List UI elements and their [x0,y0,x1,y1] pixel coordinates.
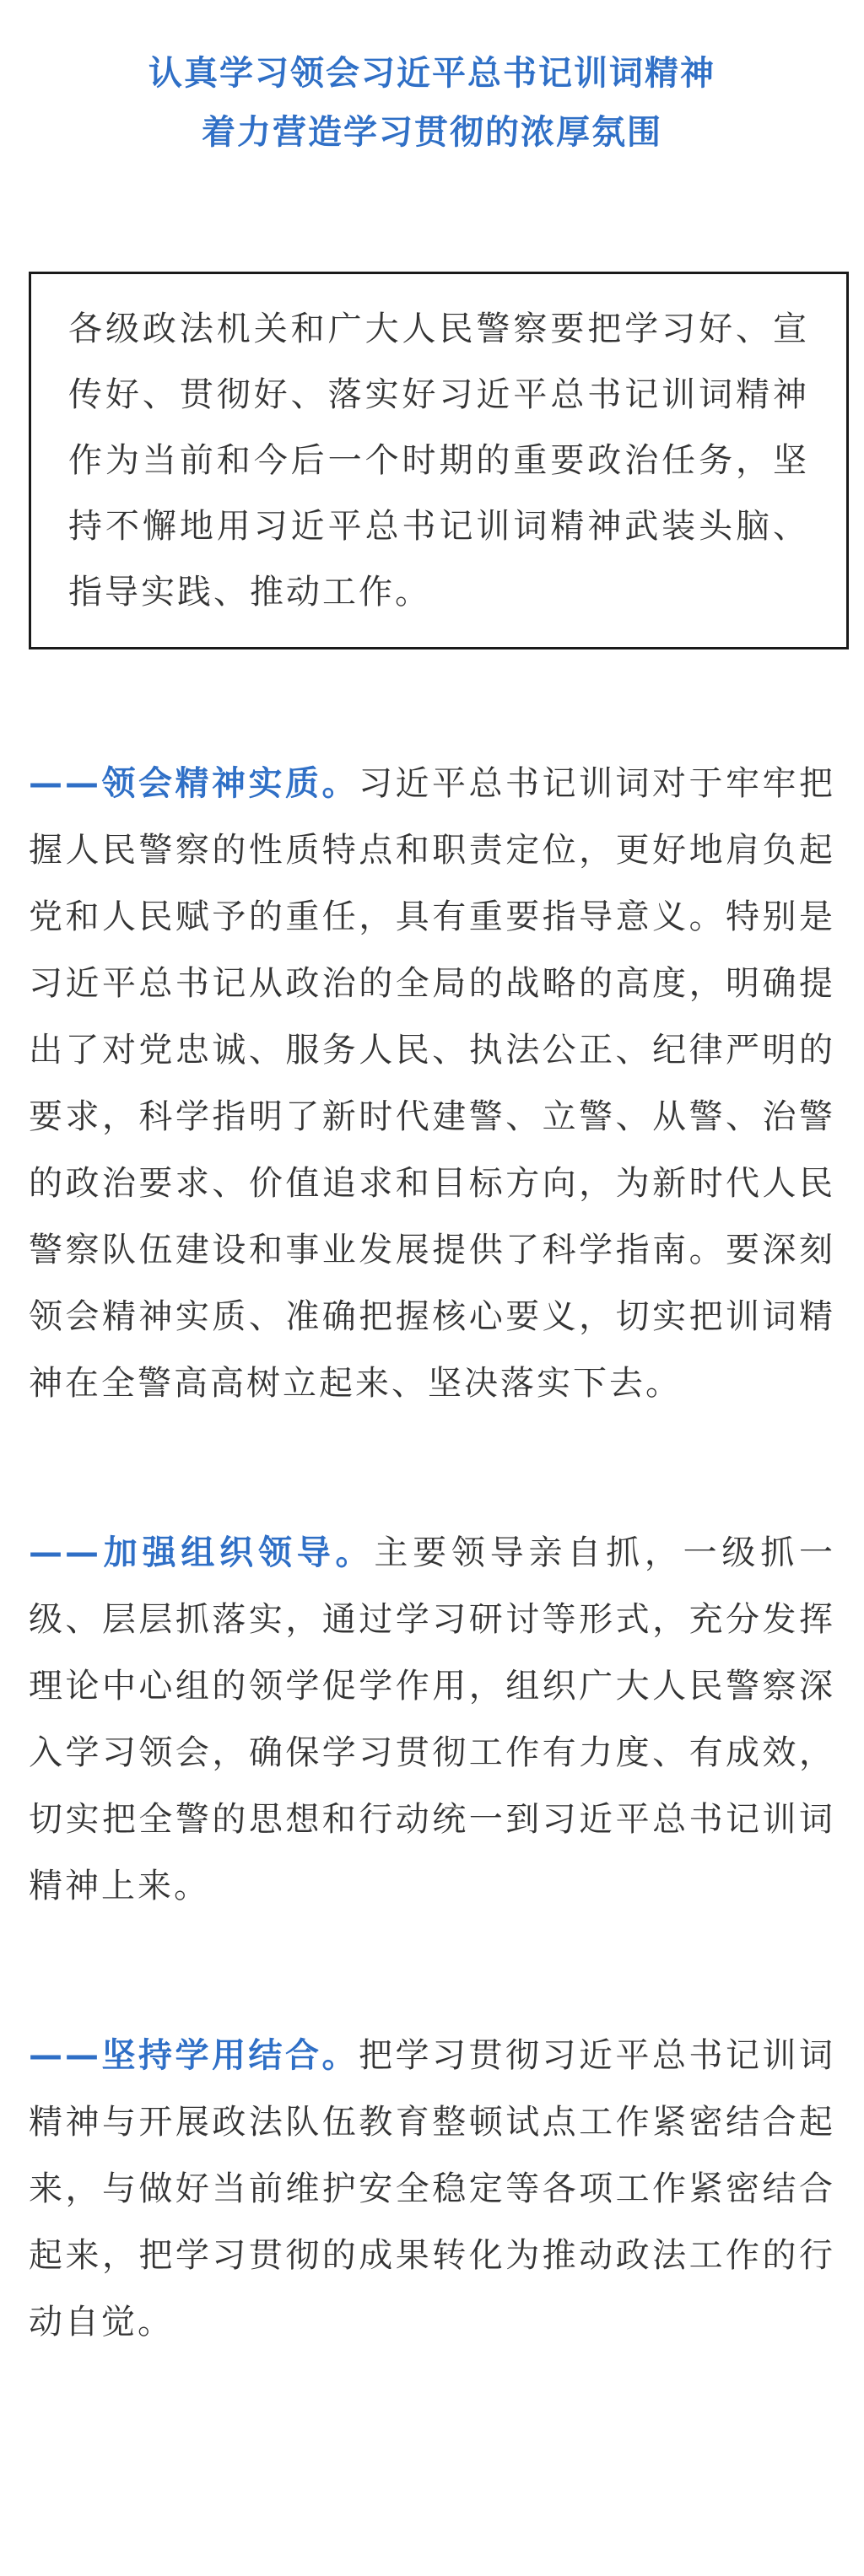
section-comprehend-essence [29,751,835,1417]
section-strengthen-leadership [29,1520,835,1920]
article-title [29,0,835,162]
title-line-2: 着力营造学习贯彻的浓厚氛围 [202,113,662,152]
section-combine-study-practice [29,2023,835,2356]
title-line-1: 认真学习领会习近平总书记训词精神 [148,54,716,93]
section-heading: ——领会精神实质。 [29,764,359,803]
intro-text: 各级政法机关和广大人民警察要把学习好、宣传好、贯彻好、落实好习近平总书记训词精神作为当前和今后一个时期的重要政治任务，坚持不懈地用习近平总书记训词精神武装头脑、指导实践、推动工作。 [68,310,809,612]
section-heading: ——坚持学用结合。 [29,2036,359,2075]
section-heading: ——加强组织领导。 [29,1533,375,1572]
section-body: 主要领导亲自抓，一级抓一级、层层抓落实，通过学习研讨等形式，充分发挥理论中心组的领学促学作用，组织广大人民警察深入学习领会，确保学习贯彻工作有力度、有成效，切实把全警的思想和行动统一到习近平总书记训词精神上来。 [29,1533,836,1905]
section-body: 习近平总书记训词对于牢牢把握人民警察的性质特点和职责定位，更好地肩负起党和人民赋予的重任，具有重要指导意义。特别是习近平总书记从政治的全局的战略的高度，明确提出了对党忠诚、服务人民、执法公正、纪律严明的要求，科学指明了新时代建警、立警、从警、治警的政治要求、价值追求和目标方向，为新时代人民警察队伍建设和事业发展提供了科学指南。要深刻领会精神实质、准确把握核心要义，切实把训词精神在全警高高树立起来、坚决落实下去。 [29,764,835,1403]
intro-box [29,272,849,649]
section-body: 把学习贯彻习近平总书记训词精神与开展政法队伍教育整顿试点工作紧密结合起来，与做好当前维护安全稳定等各项工作紧密结合起来，把学习贯彻的成果转化为推动政法工作的行动自觉。 [29,2036,835,2342]
